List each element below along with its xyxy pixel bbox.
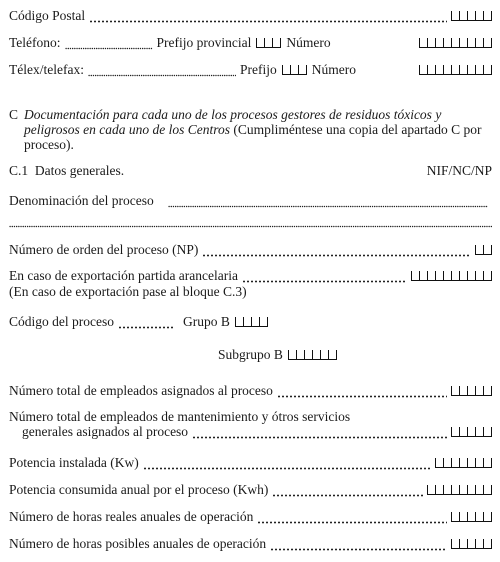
leader-dots: [242, 268, 407, 284]
empleados-mant-label-1: Número total de empleados de mantenimiento y ótros servicios: [9, 409, 351, 424]
leader-dots: [270, 536, 447, 552]
leader-dots: [143, 455, 431, 471]
leader-dots: [277, 383, 447, 399]
empleados-mant-row: [22, 424, 492, 440]
c1-row: [9, 163, 492, 179]
telex-numero-boxes[interactable]: [419, 65, 492, 75]
section-c-paragraph: [9, 107, 493, 152]
empleados-total-row: [9, 383, 492, 399]
numero-orden-label: Número de orden del proceso (NP): [9, 242, 199, 257]
denominacion-input-line2[interactable]: [9, 213, 492, 229]
codigo-postal-boxes[interactable]: [451, 11, 492, 21]
horas-posibles-boxes[interactable]: [451, 539, 492, 549]
telefono-row: [9, 35, 492, 51]
section-c-plain: (Cumpliméntese una copia del apartado C por proceso).: [24, 122, 482, 152]
subgrupo-b-boxes[interactable]: [288, 350, 337, 360]
prefijo-label: Prefijo: [239, 62, 277, 77]
codigo-postal-label: Código Postal: [9, 8, 86, 23]
denominacion-input[interactable]: [168, 193, 488, 209]
empleados-total-boxes[interactable]: [451, 386, 492, 396]
subgrupo-b-row: [218, 347, 337, 363]
prefijo-boxes[interactable]: [282, 65, 307, 75]
potencia-consumida-label: Potencia consumida anual por el proceso (Kwh): [9, 482, 269, 497]
codigo-proceso-label: Código del proceso: [9, 314, 114, 329]
horas-reales-label: Número de horas reales anuales de operación: [9, 509, 254, 524]
exportacion-row: [9, 268, 492, 284]
exportacion-note: (En caso de exportación pase al bloque C.3): [9, 284, 247, 299]
numero-orden-row: [9, 242, 492, 258]
leader-dots: [202, 242, 471, 258]
leader-dots: [257, 509, 447, 525]
c1-label: C.1 Datos generales.: [9, 163, 125, 178]
empleados-total-label: Número total de empleados asignados al proceso: [9, 383, 273, 398]
prefijo-provincial-boxes[interactable]: [256, 38, 281, 48]
leader-dots: [272, 482, 423, 498]
telefono-label: Teléfono:: [9, 35, 61, 50]
section-c-text: [24, 107, 493, 152]
numero-label: Número: [286, 35, 331, 50]
numero-orden-boxes[interactable]: [475, 245, 492, 255]
nif-label: NIF/NC/NP: [426, 163, 492, 178]
section-c-letter: C: [9, 107, 19, 122]
horas-reales-row: [9, 509, 492, 525]
empleados-mant-label-2: generales asignados al proceso: [22, 424, 189, 439]
telex-dots[interactable]: [88, 62, 236, 78]
potencia-instalada-label: Potencia instalada (Kw): [9, 455, 139, 470]
horas-posibles-row: [9, 536, 492, 552]
horas-reales-boxes[interactable]: [451, 512, 492, 522]
empleados-mant-boxes[interactable]: [451, 427, 492, 437]
potencia-instalada-boxes[interactable]: [435, 458, 492, 468]
exportacion-label: En caso de exportación partida arancelaria: [9, 268, 238, 283]
potencia-consumida-boxes[interactable]: [427, 485, 492, 495]
leader-dots: [192, 424, 447, 440]
grupo-b-label: Grupo B: [182, 314, 230, 329]
codigo-postal-row: [9, 8, 492, 24]
telex-row: [9, 62, 492, 78]
telefono-dots[interactable]: [65, 35, 153, 51]
leader-dots: [89, 8, 447, 24]
telex-label: Télex/telefax:: [9, 62, 84, 77]
denominacion-label: Denominación del proceso: [9, 193, 154, 208]
leader-dots: [118, 314, 174, 330]
potencia-instalada-row: [9, 455, 492, 471]
codigo-proceso-row: [9, 314, 268, 330]
horas-posibles-label: Número de horas posibles anuales de operación: [9, 536, 267, 551]
grupo-b-boxes[interactable]: [235, 317, 268, 327]
subgrupo-b-label: Subgrupo B: [218, 347, 283, 362]
section-c-italic: Documentación para cada uno de los procesos gestores de residuos tóxicos y peligrosos en cada uno de los Centros: [24, 107, 442, 137]
denominacion-row: [9, 193, 492, 209]
numero2-label: Número: [311, 62, 356, 77]
potencia-consumida-row: [9, 482, 492, 498]
exportacion-boxes[interactable]: [411, 271, 492, 281]
prefijo-provincial-label: Prefijo provincial: [156, 35, 252, 50]
telefono-numero-boxes[interactable]: [419, 38, 492, 48]
